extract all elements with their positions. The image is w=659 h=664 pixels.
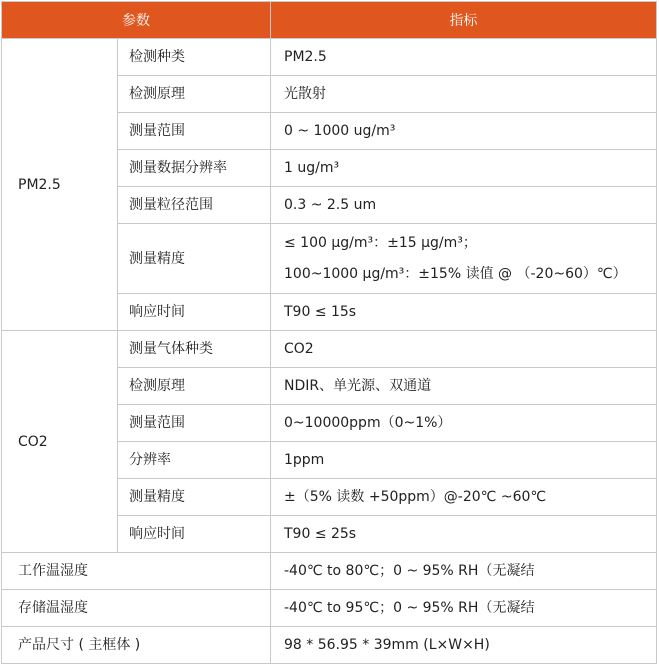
row-label: 测量数据分辨率: [118, 150, 271, 187]
row-label: 测量气体种类: [118, 331, 271, 368]
row-value: CO2: [271, 331, 657, 368]
row-label: 测量范围: [118, 405, 271, 442]
row-value: 98 * 56.95 * 39mm (L×W×H): [271, 627, 657, 664]
row-value-multiline: [271, 224, 657, 294]
row-label: 响应时间: [118, 294, 271, 331]
row-label: 测量范围: [118, 113, 271, 150]
spec-table: [1, 1, 657, 664]
row-value: T90 ≤ 25s: [271, 516, 657, 553]
row-label-storage-env: 存储温湿度: [2, 590, 271, 627]
table-row: [2, 627, 657, 664]
row-label: 测量精度: [118, 224, 271, 294]
row-value: 0~10000ppm（0~1%）: [271, 405, 657, 442]
row-value: -40℃ to 80℃；0 ~ 95% RH（无凝结: [271, 553, 657, 590]
row-value: 光散射: [271, 76, 657, 113]
group-label-co2: CO2: [2, 331, 118, 553]
row-label: 检测原理: [118, 368, 271, 405]
header-row: [2, 2, 657, 39]
row-value: 1ppm: [271, 442, 657, 479]
row-label: 分辨率: [118, 442, 271, 479]
table-row: [2, 39, 657, 76]
row-value: 0 ~ 1000 ug/m³: [271, 113, 657, 150]
table-row: [2, 553, 657, 590]
header-param: 参数: [2, 2, 271, 39]
header-spec: 指标: [271, 2, 657, 39]
row-label: 检测原理: [118, 76, 271, 113]
row-value: PM2.5: [271, 39, 657, 76]
row-value: T90 ≤ 15s: [271, 294, 657, 331]
row-value: ±（5% 读数 +50ppm）@-20℃ ~60℃: [271, 479, 657, 516]
row-label: 测量粒径范围: [118, 187, 271, 224]
row-label: 响应时间: [118, 516, 271, 553]
value-line: 100~1000 μg/m³：±15% 读值 @ （-20~60）℃）: [284, 265, 627, 282]
row-value: 1 ug/m³: [271, 150, 657, 187]
row-label: 测量精度: [118, 479, 271, 516]
row-value: -40℃ to 95℃；0 ~ 95% RH（无凝结: [271, 590, 657, 627]
row-value: 0.3 ~ 2.5 um: [271, 187, 657, 224]
group-label-pm25: PM2.5: [2, 39, 118, 331]
table-row: [2, 590, 657, 627]
row-label-working-env: 工作温湿度: [2, 553, 271, 590]
row-value: NDIR、单光源、双通道: [271, 368, 657, 405]
row-label-product-size: 产品尺寸 ( 主框体 ): [2, 627, 271, 664]
table-row: [2, 331, 657, 368]
value-line: ≤ 100 μg/m³：±15 μg/m³；: [284, 234, 477, 251]
row-label: 检测种类: [118, 39, 271, 76]
